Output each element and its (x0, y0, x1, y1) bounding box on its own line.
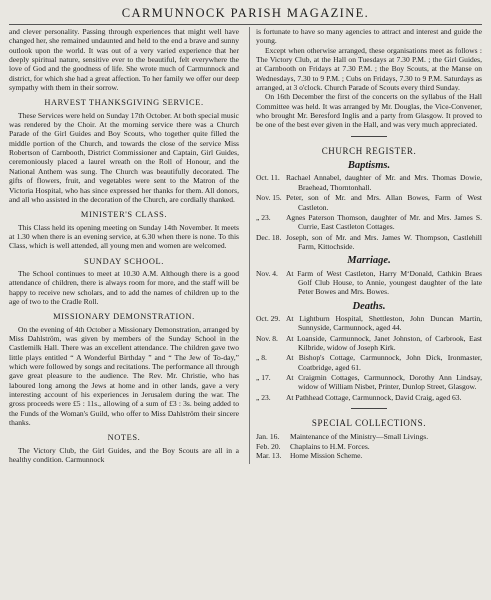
entry-text: At Craigmin Cottages, Carmunnock, Dorothy Ann Lindsay, widow of William Nisbet, Printer, Dunlop Street, Glasgow. (285, 373, 482, 392)
deaths-heading: Deaths. (352, 300, 386, 312)
death-entry (256, 334, 482, 353)
collection-entry (256, 442, 482, 451)
entry-date: „ 8. (255, 353, 267, 363)
death-entry (256, 353, 482, 372)
entry-date: Oct. 29. (255, 313, 281, 323)
entry-text: Home Mission Scheme. (289, 451, 363, 461)
section-divider (351, 136, 387, 137)
entry-date: Nov. 4. (255, 268, 278, 278)
organisations-paragraph: Except when otherwise arranged, these organisations meet as follows : The Victory Club, at the Hall on Tuesdays at 7.30 P.M. ; the Girl Guides, at Carnbooth on Fridays at 7.30 P.M. ; the Boy Scouts, at the Manse on Wednesdays, 7.30 to 9 P.M. ; Cubs on Fridays, 7.30 to 9 P.M. Saturdays as arranged, at 3 o'clock. Church Parade of Scouts every third Sunday. (255, 45, 482, 93)
sunday-school-heading: SUNDAY SCHOOL. (84, 256, 164, 266)
entry-date: „ 23. (255, 392, 271, 402)
harvest-paragraph: These Services were held on Sunday 17th October. At both special music was rendered by the Choir. At the morning service there was a Church Parade of the Girl Guides and Boy Scouts, who together quite filled the middle portion of the Church, and towards the close of the service Miss Robertson of Carnbooth, District Commissioner and Captain, Girl Guides, ceremoniously placed a laurel wreath on the Roll of Honour, and the National Anthem was sung. The Church was beautifully decorated. The gifts of flowers, fruit, and vegetables were sent to the Matron of the Victoria Hospital, who has since expressed her thanks for them. All donors, and all who assisted in the decoration of the Church, are cordially thanked. (9, 110, 239, 204)
entry-date: Nov. 8. (255, 333, 278, 343)
collection-entry (256, 432, 482, 441)
marriage-entry (256, 269, 482, 297)
entry-date: „ 23. (255, 212, 271, 222)
right-column (249, 27, 482, 464)
missionary-heading: MISSIONARY DEMONSTRATION. (53, 312, 195, 322)
ministers-class-heading: MINISTER'S CLASS. (80, 210, 168, 220)
marriage-list (256, 269, 482, 297)
entry-date: Nov. 15. (255, 193, 282, 203)
notes-continued-paragraph: is fortunate to have so many agencies to attract and interest and guide the young. (255, 27, 482, 46)
sunday-school-paragraph: The School continues to meet at 10.30 A.M. Although there is a good attendance of children, there is always room for more, and the staff will be happy to receive new scholars, and to add the names of children up to the age of two to the Cradle Roll. (9, 268, 239, 306)
entry-date: Oct. 11. (255, 173, 280, 183)
collection-entry (256, 451, 482, 460)
entry-text: Peter, son of Mr. and Mrs. Allan Bowes, Farm of West Castleton. (285, 193, 482, 212)
collections-list (256, 432, 482, 460)
entry-text: Maintenance of the Ministry—Small Livings. (289, 432, 429, 442)
entry-text: At Farm of West Castleton, Harry M‘Donald, Cathkin Braes Golf Club House, to Annie, youngest daughter of the late Peter Bowes and Mrs. Bowes. (285, 268, 482, 297)
missionary-paragraph: On the evening of 4th October a Missionary Demonstration, arranged by Miss Dahlström, was given by members of the Sunday School in the Castlemilk Hall. There was an excellent attendance. The children gave two little plays entitled “ A Wonderful Birthday ” and “ The Jew of To-day,” which were followed by songs and recitations. The performance all through gave great pleasure to the audience. The Rev. Mr. Christie, who has laboured long among the Jews at home and in other lands, gave a very interesting account of his experiences in Jerusalem during the war. The gross proceeds were £5 : 11s., allowing of a sum of £3 : 3s. being added to the Funds of the Woman's Guild, who offer to Miss Dahlström their sincere thanks. (9, 324, 239, 428)
page-title: CARMUNNOCK PARISH MAGAZINE. (9, 6, 482, 25)
entry-text: At Loanside, Carmunnock, Janet Johnston, of Carbrook, East Kilbride, widow of Joseph Kirk. (285, 333, 482, 352)
entry-date: Jan. 16. (255, 432, 280, 442)
harvest-heading: HARVEST THANKSGIVING SERVICE. (44, 98, 204, 108)
entry-date: „ 17. (255, 373, 271, 382)
special-collections-heading: SPECIAL COLLECTIONS. (311, 418, 427, 429)
entry-text: Agnes Paterson Thomson, daughter of Mr. and Mrs. James S. Currie, East Castleton Cottages. (285, 212, 482, 232)
ministers-class-paragraph: This Class held its opening meeting on Sunday 14th November. It meets at 1.30 when there is an evening service, at 6.30 when there is none. To this Class, which is well attended, all young men and women are welcomed. (9, 222, 239, 251)
entry-text: Rachael Annabel, daughter of Mr. and Mrs. Thomas Dowie, Braehead, Thorntonhall. (285, 173, 482, 192)
section-divider (351, 408, 387, 409)
entry-text: Joseph, son of Mr. and Mrs. James W. Thompson, Castlehill Farm, Kittochside. (285, 232, 482, 251)
baptisms-list (256, 173, 482, 251)
entry-text: Chaplains to H.M. Forces. (289, 441, 370, 451)
baptisms-heading: Baptisms. (347, 160, 391, 172)
baptism-entry (256, 233, 482, 252)
intro-paragraph: and clever personality. Passing through experiences that might well have changed her, she remained undaunted and held to the end a brave and sunny outlook upon the world. It was out of a very varied experience that her deeply spiritual nature, sensitive ever to the beautiful, felt everywhere the love of God and the goodness of life. She wrote much of Carmunnock and district, for which she had a great affection. To her family we offer our deep sympathy with them in their sorrow. (9, 27, 239, 93)
left-column (9, 27, 239, 464)
death-entry (256, 314, 482, 333)
entry-date: Dec. 18. (255, 232, 282, 242)
baptism-entry (256, 193, 482, 212)
death-entry (256, 393, 482, 402)
entry-date: Mar. 13. (255, 451, 282, 461)
marriage-heading: Marriage. (347, 255, 391, 267)
deaths-list (256, 314, 482, 402)
entry-date: Feb. 20. (255, 441, 281, 451)
notes-paragraph: The Victory Club, the Girl Guides, and the Boy Scouts are all in a healthy condition. Carmunnock (9, 445, 239, 465)
entry-text: At Bishop's Cottage, Carmunnock, John Dick, Ironmaster, Coatbridge, aged 61. (285, 353, 482, 372)
baptism-entry (256, 213, 482, 232)
notes-heading: NOTES. (107, 433, 141, 443)
concert-paragraph: On 16th December the first of the concerts on the syllabus of the Hall Committee was held. It was arranged by Mr. Douglas, the Vice-Convener, who brought Mr. Beresford Inglis and a party from Glasgow. It proved to be one of the best ever given in the Hall, and was very much appreciated. (255, 92, 482, 130)
entry-text: At Lightburn Hospital, Shettleston, John Duncan Martin, Sunnyside, Carmunnock, aged 44. (285, 313, 482, 333)
baptism-entry (256, 173, 482, 192)
church-register-heading: CHURCH REGISTER. (321, 145, 417, 156)
entry-text: At Pathhead Cottage, Carmunnock, David Craig, aged 63. (285, 392, 462, 402)
death-entry (256, 373, 482, 392)
